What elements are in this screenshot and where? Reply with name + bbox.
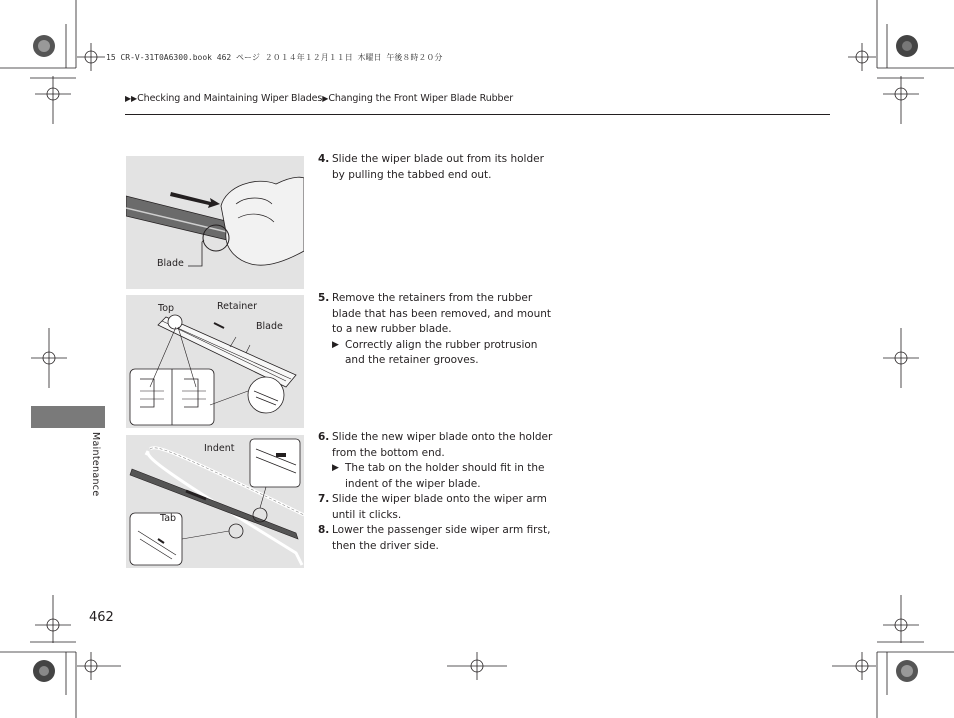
section-label: Maintenance bbox=[90, 432, 101, 497]
note-marker-icon: ▶ bbox=[332, 339, 339, 350]
step-number: 5. bbox=[318, 292, 330, 304]
page-number: 462 bbox=[89, 610, 114, 625]
step-7 bbox=[318, 492, 558, 523]
step-8 bbox=[318, 523, 558, 554]
label-top: Top bbox=[158, 303, 175, 314]
label-blade: Blade bbox=[157, 258, 184, 269]
label-indent: Indent bbox=[204, 443, 235, 454]
step-4 bbox=[318, 152, 558, 183]
step-number: 4. bbox=[318, 153, 330, 165]
figure-holder bbox=[126, 435, 304, 568]
step-note bbox=[332, 338, 558, 369]
print-header: 15 CR-V-31T0A6300.book 462 ページ ２０１４年１２月１１日 木曜日 午後８時２０分 bbox=[106, 53, 443, 62]
label-retainer: Retainer bbox=[217, 301, 257, 312]
note-marker-icon: ▶ bbox=[332, 463, 339, 473]
step-6 bbox=[318, 430, 558, 492]
step-text: Slide the wiper blade out from its holder by pulling the tabbed end out. bbox=[332, 153, 544, 181]
step-note bbox=[332, 461, 558, 492]
figure-retainers bbox=[126, 295, 304, 428]
breadcrumb-section[interactable]: Checking and Maintaining Wiper Blades bbox=[137, 93, 323, 104]
note-text: The tab on the holder should fit in the indent of the wiper blade. bbox=[345, 462, 545, 490]
breadcrumb-arrows: ▶▶ bbox=[125, 94, 138, 103]
step-5 bbox=[318, 291, 558, 369]
step-number: 8. bbox=[318, 524, 330, 536]
step-number: 7. bbox=[318, 493, 330, 505]
header-rule bbox=[125, 114, 830, 115]
breadcrumb bbox=[125, 93, 513, 104]
label-blade-2: Blade bbox=[256, 321, 283, 332]
note-text: Correctly align the rubber protrusion and the retainer grooves. bbox=[345, 338, 538, 366]
holder-illustration bbox=[126, 435, 304, 568]
step-text: Slide the wiper blade onto the wiper arm until it clicks. bbox=[332, 493, 547, 521]
figure-remove-blade bbox=[126, 156, 304, 289]
breadcrumb-separator: ▶ bbox=[322, 94, 329, 103]
step-text: Slide the new wiper blade onto the holder from the bottom end. bbox=[332, 431, 553, 459]
step-text: Remove the retainers from the rubber blade that has been removed, and mount to a new rubber blade. bbox=[332, 292, 551, 335]
step-text: Lower the passenger side wiper arm first, then the driver side. bbox=[332, 524, 551, 552]
retainer-illustration bbox=[126, 295, 304, 428]
breadcrumb-subsection[interactable]: Changing the Front Wiper Blade Rubber bbox=[328, 93, 514, 104]
step-number: 6. bbox=[318, 431, 330, 443]
label-tab: Tab bbox=[160, 513, 177, 524]
wiper-hand-illustration bbox=[126, 156, 304, 289]
section-tab[interactable] bbox=[31, 406, 105, 428]
